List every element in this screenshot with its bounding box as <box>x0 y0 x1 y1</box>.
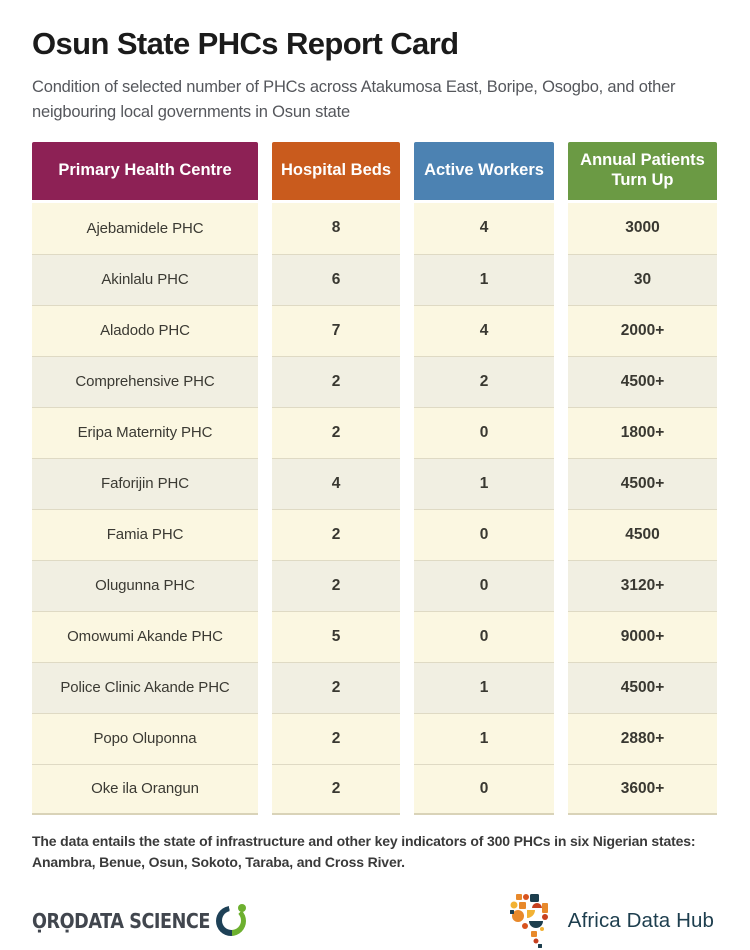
column-header-1: Primary Health Centre <box>32 142 258 203</box>
cell-patients: 30 <box>568 254 717 305</box>
cell-beds: 2 <box>272 407 400 458</box>
cell-beds: 4 <box>272 458 400 509</box>
cell-name: Oke ila Orangun <box>32 764 258 815</box>
cell-beds: 2 <box>272 509 400 560</box>
cell-name: Comprehensive PHC <box>32 356 258 407</box>
cell-workers: 0 <box>414 611 554 662</box>
page-subtitle: Condition of selected number of PHCs across Atakumosa East, Boripe, Osogbo, and other neigbouring local governments in Osun state <box>32 78 676 121</box>
footnote: The data entails the state of infrastructure and other key indicators of 300 PHCs in six Nigerian states: Anambra, Benue, Osun, Sokoto, Taraba, and Cross River. <box>32 832 696 871</box>
cell-workers: 0 <box>414 764 554 815</box>
orodata-ring-icon <box>216 906 246 936</box>
page-title: Osun State PHCs Report Card <box>32 26 459 61</box>
cell-workers: 4 <box>414 203 554 254</box>
cell-workers: 0 <box>414 509 554 560</box>
footer-logos <box>32 892 718 950</box>
cell-name: Omowumi Akande PHC <box>32 611 258 662</box>
cell-name: Famia PHC <box>32 509 258 560</box>
column-header-2: Hospital Beds <box>272 142 400 203</box>
cell-patients: 4500+ <box>568 458 717 509</box>
cell-workers: 4 <box>414 305 554 356</box>
cell-patients: 3000 <box>568 203 717 254</box>
cell-workers: 1 <box>414 254 554 305</box>
cell-name: Faforijin PHC <box>32 458 258 509</box>
phc-table <box>32 142 718 815</box>
cell-name: Akinlalu PHC <box>32 254 258 305</box>
cell-beds: 2 <box>272 764 400 815</box>
column-header-4: Annual Patients Turn Up <box>568 142 717 203</box>
adh-logo-text: Africa Data Hub <box>567 908 714 932</box>
orodata-logo-text: ỌRỌDATA SCIENCE <box>32 908 210 933</box>
cell-name: Police Clinic Akande PHC <box>32 662 258 713</box>
cell-name: Popo Oluponna <box>32 713 258 764</box>
orodata-science-logo <box>32 906 246 936</box>
orodata-leaf-dot-icon <box>238 904 246 912</box>
cell-patients: 3600+ <box>568 764 717 815</box>
cell-name: Olugunna PHC <box>32 560 258 611</box>
column-header-3: Active Workers <box>414 142 554 203</box>
cell-beds: 2 <box>272 356 400 407</box>
cell-workers: 2 <box>414 356 554 407</box>
cell-workers: 1 <box>414 662 554 713</box>
africa-mosaic-icon <box>509 893 555 949</box>
cell-workers: 1 <box>414 458 554 509</box>
cell-workers: 1 <box>414 713 554 764</box>
cell-beds: 2 <box>272 560 400 611</box>
cell-name: Aladodo PHC <box>32 305 258 356</box>
cell-patients: 2880+ <box>568 713 717 764</box>
cell-patients: 4500 <box>568 509 717 560</box>
cell-patients: 4500+ <box>568 356 717 407</box>
cell-patients: 9000+ <box>568 611 717 662</box>
cell-beds: 8 <box>272 203 400 254</box>
cell-patients: 1800+ <box>568 407 717 458</box>
cell-patients: 3120+ <box>568 560 717 611</box>
cell-beds: 6 <box>272 254 400 305</box>
cell-beds: 2 <box>272 713 400 764</box>
cell-beds: 2 <box>272 662 400 713</box>
cell-patients: 4500+ <box>568 662 717 713</box>
cell-name: Ajebamidele PHC <box>32 203 258 254</box>
cell-workers: 0 <box>414 407 554 458</box>
africa-data-hub-logo <box>509 893 718 949</box>
cell-workers: 0 <box>414 560 554 611</box>
cell-beds: 5 <box>272 611 400 662</box>
cell-patients: 2000+ <box>568 305 717 356</box>
cell-name: Eripa Maternity PHC <box>32 407 258 458</box>
cell-beds: 7 <box>272 305 400 356</box>
